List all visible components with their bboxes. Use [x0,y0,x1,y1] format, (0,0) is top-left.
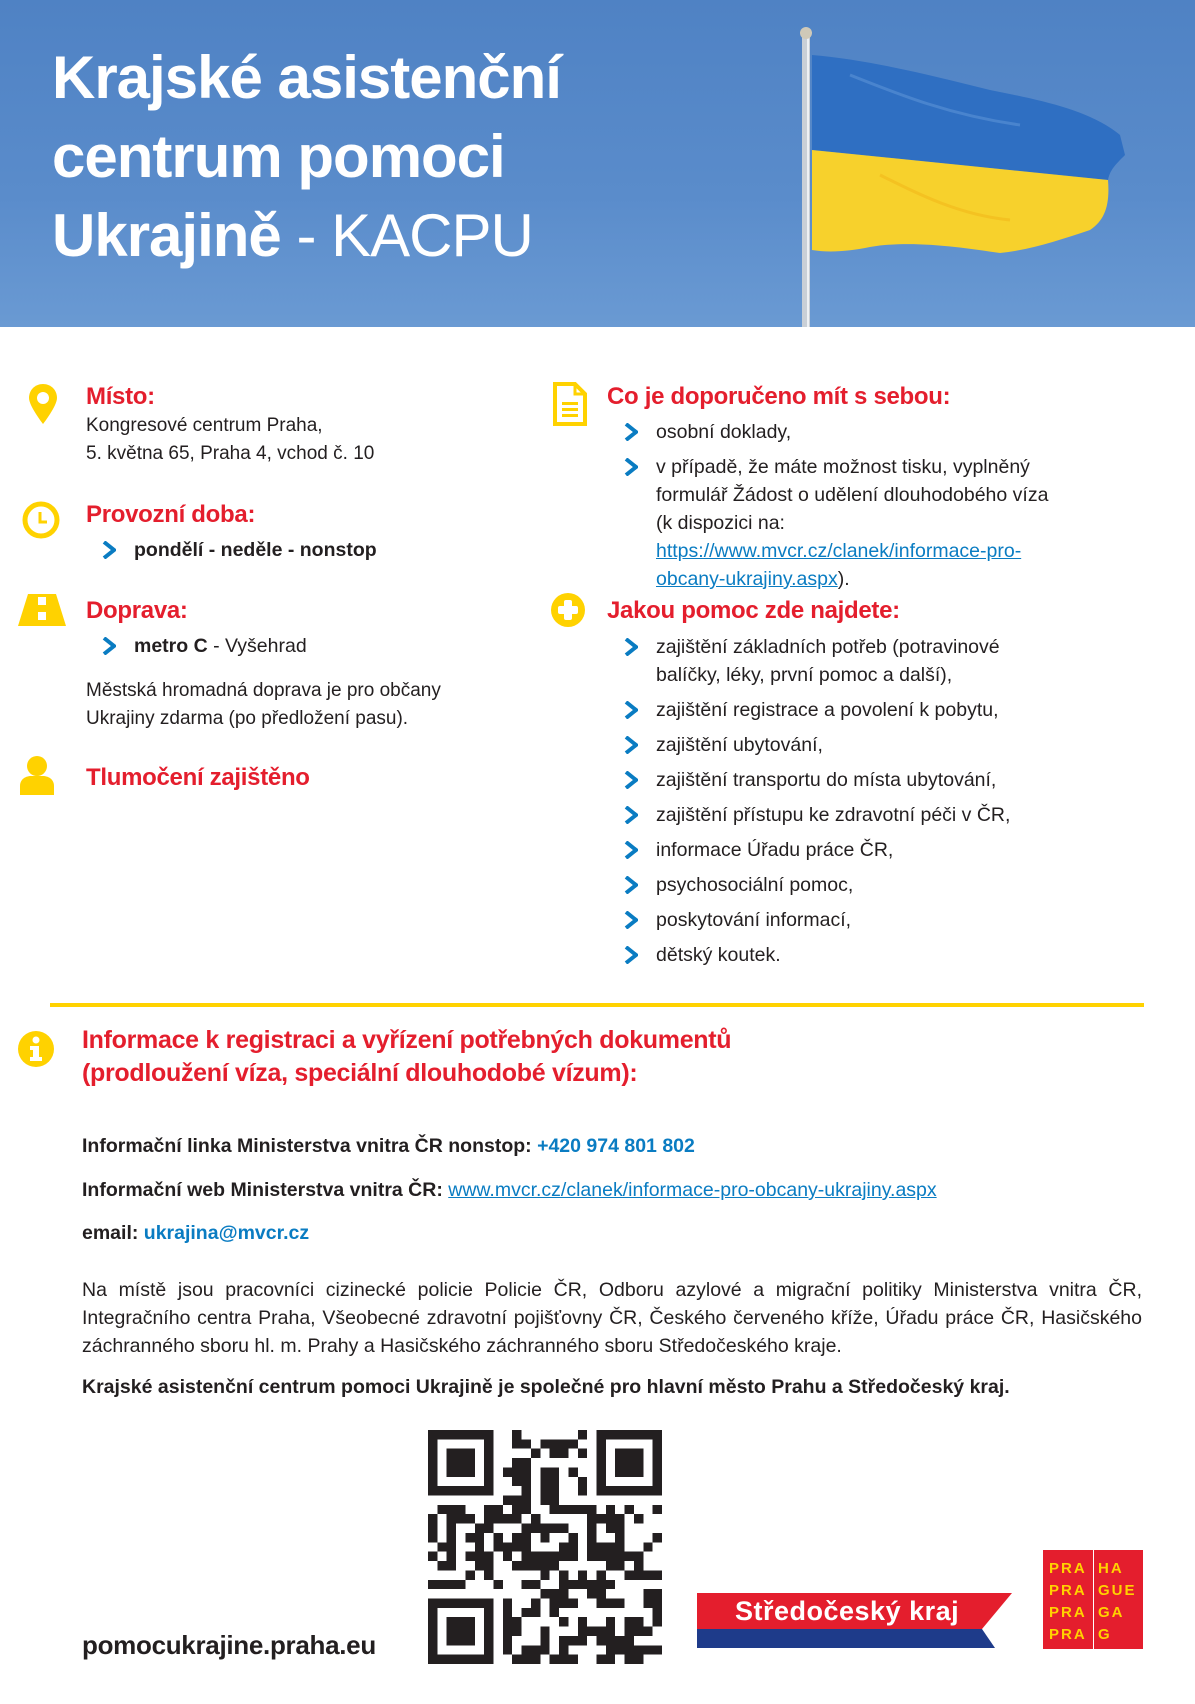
hours-heading: Provozní doba: [86,501,256,528]
praha-logo-word: HA [1098,1560,1124,1577]
staff-paragraph: Na místě jsou pracovníci cizinecké policie Policie ČR, Odboru azylové a migrační politiky Ministerstva vnitra ČR, Integračního centra Praha, Všeobecné zdravotní pojišťovny ČR, Českého červeného kříže, Úřadu práce ČR, Hasičského záchranného sboru hl. m. Prahy a Hasičského záchranného sboru Středočeského kraje. [82,1279,1142,1357]
praha-logo-word: PRA [1049,1626,1087,1643]
chevron-right-icon [102,541,116,559]
help-item: zajištění přístupu ke zdravotní péči v ČR, [624,801,1064,829]
interpreting-heading: Tlumočení zajištěno [86,764,310,791]
chevron-right-icon [624,876,638,894]
stredocesky-kraj-logo [697,1593,1012,1651]
praha-logo-word: PRA [1049,1560,1087,1577]
transport-note-line-2: Ukrajiny zdarma (po předložení pasu). [86,708,409,729]
help-heading: Jakou pomoc zde najdete: [607,597,900,624]
chevron-right-icon [624,946,638,964]
chevron-right-icon [624,701,638,719]
section-divider [50,1003,1144,1007]
hero-banner [0,0,1195,327]
mvcr-web-link[interactable]: www.mvcr.cz/clanek/informace-pro-obcany-ukrajiny.aspx [448,1179,937,1201]
pole-finial [800,27,812,39]
ukraine-flag-image [790,15,1150,327]
mvcr-form-link[interactable]: https://www.mvcr.cz/clanek/informace-pro-obcany-ukrajiny.aspx [656,540,1022,590]
bring-item: v případě, že máte možnost tisku, vyplněný formulář Žádost o udělení dlouhodobého víza (k dispozici na: https://www.mvcr.cz/clanek/informace-pro-obcany-ukrajiny.aspx). [624,453,1054,593]
praha-logo-separator [1093,1550,1094,1649]
help-list [624,633,1064,976]
bring-item: osobní doklady, [624,418,1054,446]
plus-circle-icon [551,593,585,627]
info-heading-line-2: (prodloužení víza, speciální dlouhodobé vízum): [82,1059,638,1087]
help-item: zajištění základních potřeb (potravinové balíčky, léky, první pomoc a další), [624,633,1064,689]
chevron-right-icon [624,771,638,789]
title-light: - KACPU [280,202,533,269]
praha-logo-word: PRA [1049,1582,1087,1599]
help-item: psychosociální pomoc, [624,871,1064,899]
praha-logo-word: GUE [1098,1582,1137,1599]
hours-value: pondělí - neděle - nonstop [134,539,377,561]
hotline-label: Informační linka Ministerstva vnitra ČR nonstop: [82,1135,538,1157]
help-item: dětský koutek. [624,941,1064,969]
info-heading [82,1024,731,1090]
praha-logo-left [1049,1558,1087,1646]
title-line-1: Krajské asistenční [52,44,561,111]
closing-statement: Krajské asistenční centrum pomoci Ukrajině je společné pro hlavní město Prahu a Středočeský kraj. [82,1376,1010,1398]
info-icon [18,1031,54,1067]
help-item: zajištění registrace a povolení k pobytu, [624,696,1064,724]
road-icon [18,594,66,626]
chevron-right-icon [624,911,638,929]
transport-note-line-1: Městská hromadná doprava je pro občany [86,680,441,701]
chevron-right-icon [624,841,638,859]
chevron-right-icon [102,637,116,655]
title-line-3 [52,196,561,275]
praha-logo [1043,1550,1143,1649]
email-label: email: [82,1222,144,1244]
info-heading-line-1: Informace k registraci a vyřízení potřebných dokumentů [82,1026,732,1054]
web-row [82,1179,937,1202]
chevron-right-icon [624,806,638,824]
chevron-right-icon [624,638,638,656]
metro-station: - Vyšehrad [207,635,307,657]
chevron-right-icon [624,458,638,476]
page-title [52,38,561,275]
help-item: poskytování informací, [624,906,1064,934]
person-icon [18,755,56,795]
place-line-1: Kongresové centrum Praha, [86,415,323,436]
transport-heading: Doprava: [86,597,188,624]
document-icon [553,382,587,426]
help-item: zajištění transportu do místa ubytování, [624,766,1064,794]
praha-logo-word: GA [1098,1604,1125,1621]
email-row [82,1222,309,1245]
transport-item [102,632,522,660]
bring-heading: Co je doporučeno mít s sebou: [607,383,951,410]
hours-item [102,536,522,564]
title-bold: Ukrajině [52,202,281,269]
metro-line: metro C [134,635,208,657]
clock-icon [22,501,60,539]
hotline-phone[interactable]: +420 974 801 802 [537,1135,695,1157]
sk-logo-text: Středočeský kraj [735,1596,960,1626]
chevron-right-icon [624,736,638,754]
praha-logo-right [1098,1558,1137,1646]
location-pin-icon [29,384,57,424]
qr-code[interactable] [428,1430,662,1664]
praha-logo-word: PRA [1049,1604,1087,1621]
email-link[interactable]: ukrajina@mvcr.cz [143,1222,310,1244]
help-item: zajištění ubytování, [624,731,1064,759]
help-item: informace Úřadu práce ČR, [624,836,1064,864]
footer-website[interactable]: pomocukrajine.praha.eu [82,1630,376,1660]
praha-logo-word: G [1098,1626,1112,1643]
title-line-2: centrum pomoci [52,123,505,190]
place-line-2: 5. května 65, Praha 4, vchod č. 10 [86,443,375,464]
web-label: Informační web Ministerstva vnitra ČR: [82,1179,449,1201]
chevron-right-icon [624,423,638,441]
place-heading: Místo: [86,383,155,410]
hotline-row [82,1135,695,1158]
